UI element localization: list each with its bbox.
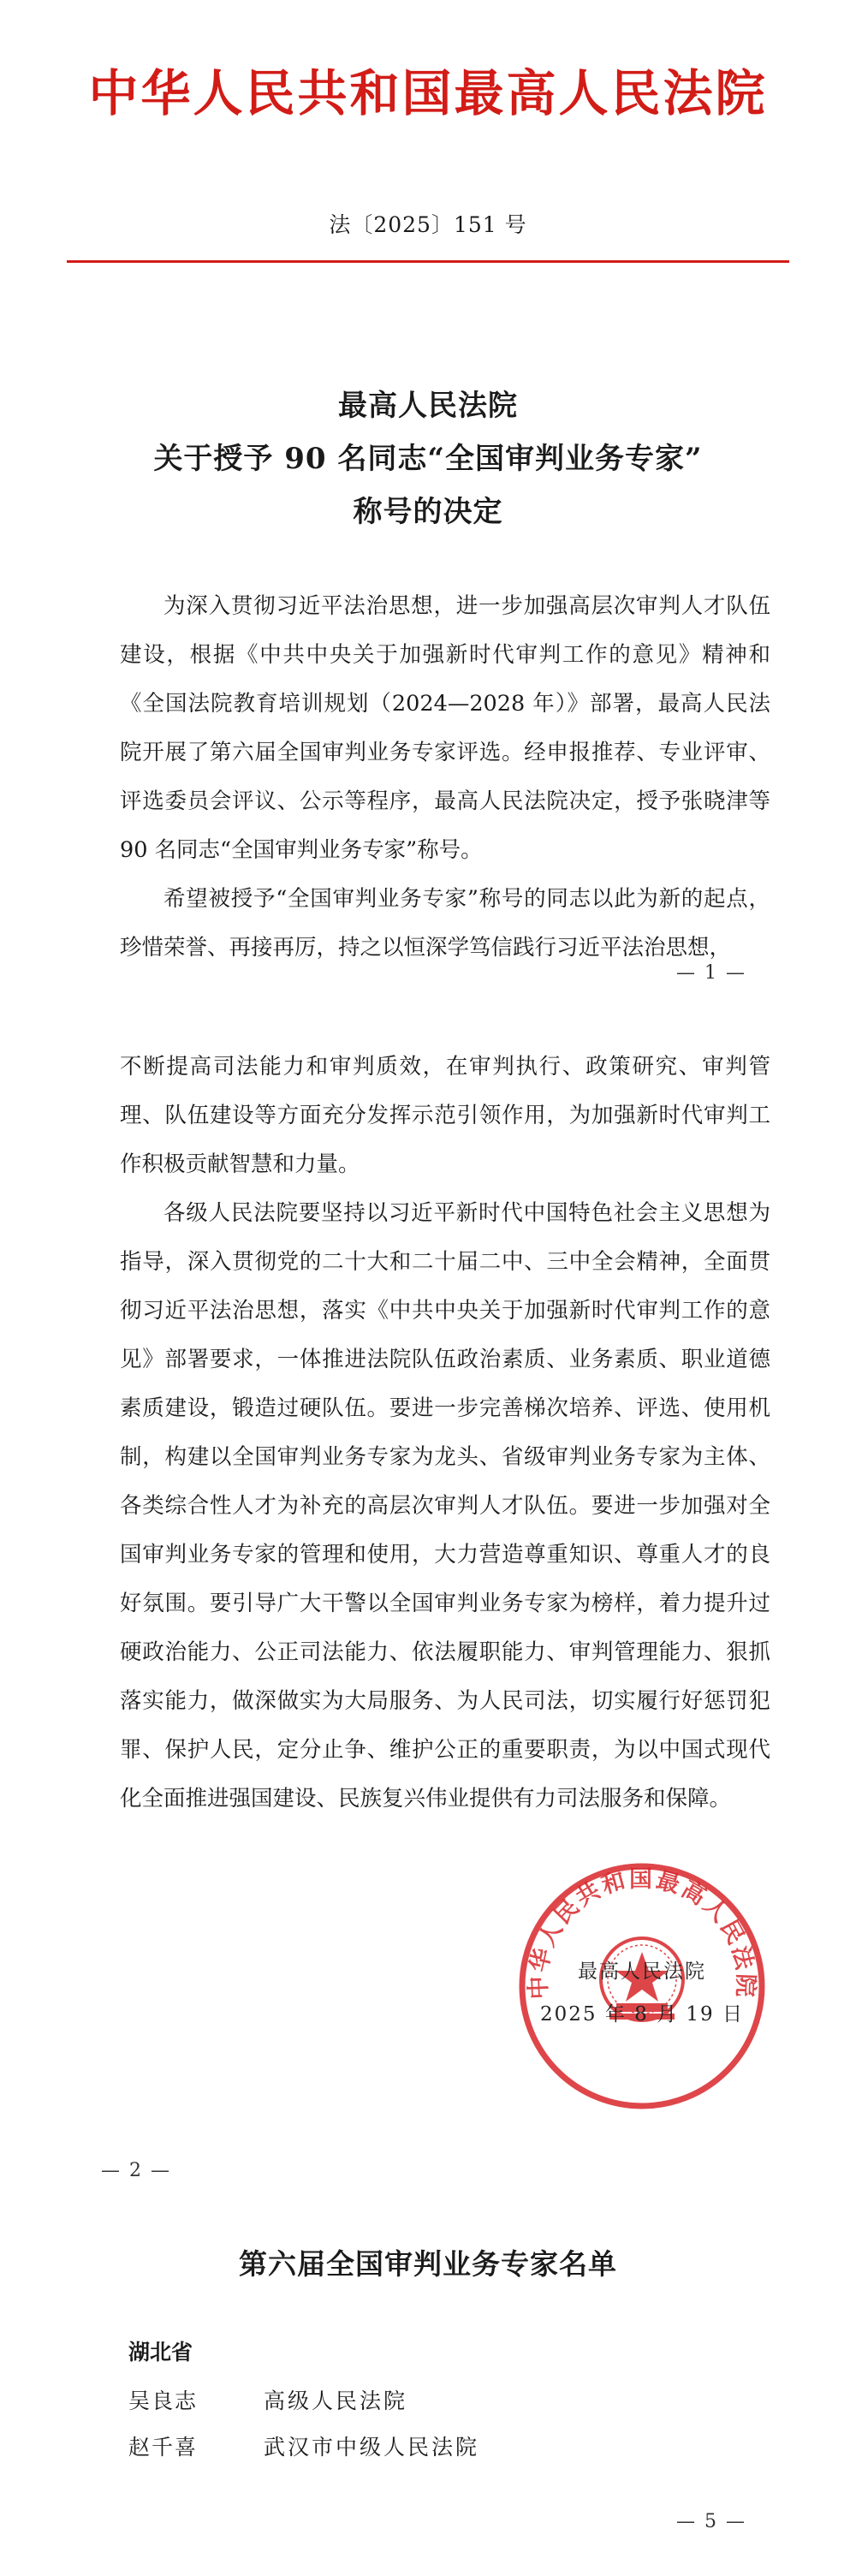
body-paragraph-1: 为深入贯彻习近平法治思想，进一步加强高层次审判人才队伍建设，根据《中共中央关于加强新时代审判工作的意见》精神和《全国法院教育培训规划（2024—2028 年）》部署，最高人民法院开展了第六届全国审判业务专家评选。经申报推荐、专业评审、评选委员会评议、公示等程序，最高人民法院决定，授予张晓津等 90 名同志“全国审判业务专家”称号。 (120, 593, 770, 863)
title-line-1: 最高人民法院 (338, 389, 518, 423)
list-item (128, 2384, 407, 2415)
red-divider-line (67, 260, 789, 263)
page-number-5: — 5 — (676, 2511, 746, 2532)
body-paragraph-4: 各级人民法院要坚持以习近平新时代中国特色社会主义思想为指导，深入贯彻党的二十大和二十届二中、三中全会精神，全面贯彻习近平法治思想，落实《中共中央关于加强新时代审判工作的意见》部署要求，一体推进法院队伍政治素质、业务素质、职业道德素质建设，锻造过硬队伍。要进一步完善梯次培养、评选、使用机制，构建以全国审判业务专家为龙头、省级审判业务专家为主体、各类综合性人才为补充的高层次审判人才队伍。要进一步加强对全国审判业务专家的管理和使用，大力营造尊重知识、尊重人才的良好氛围。要引导广大干警以全国审判业务专家为榜样，着力提升过硬政治能力、公正司法能力、依法履职能力、审判管理能力、狠抓落实能力，做深做实为大局服务、为人民司法，切实履行好惩罚犯罪、保护人民，定分止争、维护公正的重要职责，为以中国式现代化全面推进强国建设、民族复兴伟业提供有力司法服务和保障。 (120, 1200, 770, 1812)
expert-name: 赵千喜 (128, 2435, 199, 2460)
province-heading: 湖北省 (128, 2340, 193, 2365)
expert-court: 武汉市中级人民法院 (263, 2435, 479, 2460)
title-line-2: 关于授予 90 名同志“全国审判业务专家” (153, 442, 703, 476)
expert-court: 高级人民法院 (263, 2389, 407, 2413)
body-paragraph-3: 不断提高司法能力和审判质效，在审判执行、政策研究、审判管理、队伍建设等方面充分发挥示范引领作用，为加强新时代审判工作积极贡献智慧和力量。 (120, 1054, 770, 1177)
list-title: 第六届全国审判业务专家名单 (239, 2247, 617, 2281)
seal-ring-text: 中华人民共和国最高人民法院 (525, 1865, 759, 2000)
page-number-2: — 2 — (101, 2160, 171, 2181)
list-item (128, 2430, 479, 2461)
document-number: 法〔2025〕151 号 (329, 212, 527, 237)
issuer-header: 中华人民共和国最高人民法院 (88, 64, 768, 122)
body-paragraph-2: 希望被授予“全国审判业务专家”称号的同志以此为新的起点，珍惜荣誉、再接再厉，持之以恒深学笃信践行习近平法治思想， (120, 886, 770, 961)
official-seal-graphic (514, 1858, 770, 2115)
page-number-1: — 1 — (676, 962, 746, 984)
expert-name: 吴良志 (128, 2389, 199, 2413)
signing-date: 2025 年 8 月 19 日 (540, 2003, 744, 2026)
official-seal (514, 1858, 770, 2115)
title-line-3: 称号的决定 (353, 495, 503, 529)
signer: 最高人民法院 (578, 1960, 706, 1983)
